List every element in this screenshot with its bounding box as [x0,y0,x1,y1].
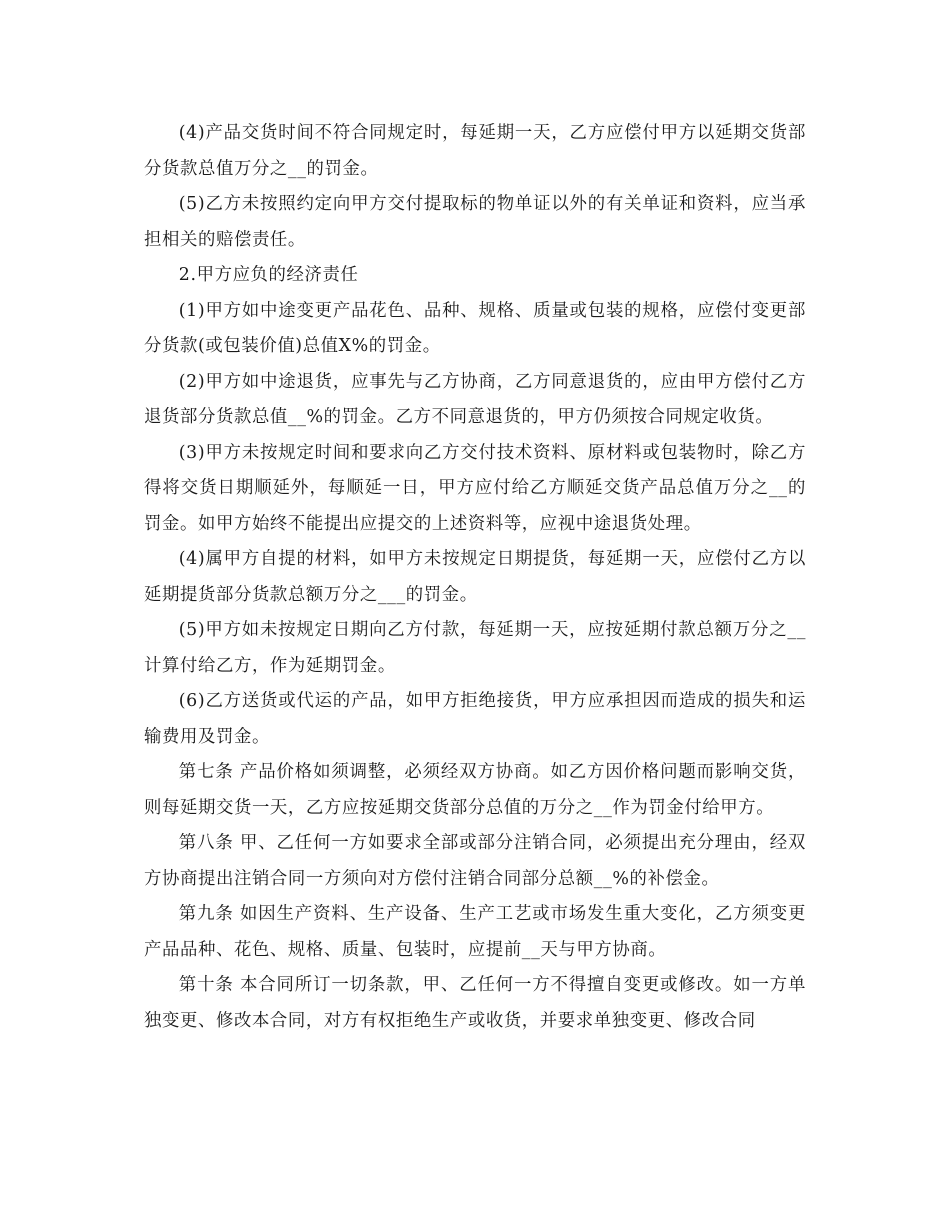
article-8-cancellation: 第八条 甲、乙任何一方如要求全部或部分注销合同，必须提出充分理由，经双方协商提出注销合同一方须向对方偿付注销合同部分总额__%的补偿金。 [144,833,806,889]
section-heading-party-a-liability: 2.甲方应负的经济责任 [178,265,359,285]
article-9-major-change: 第九条 如因生产资料、生产设备、生产工艺或市场发生重大变化，乙方须变更产品品种、花色、规格、质量、包装时，应提前__天与甲方协商。 [144,904,806,960]
clause-5-late-payment: (5)甲方如未按规定日期向乙方付款，每延期一天，应按延期付款总额万分之__计算付给乙方，作为延期罚金。 [144,620,806,676]
article-7-price-adjustment: 第七条 产品价格如须调整，必须经双方协商。如乙方因价格问题而影响交货，则每延期交货一天，乙方应按延期交货部分总值的万分之__作为罚金付给甲方。 [144,762,806,818]
clause-5-documents: (5)乙方未按照约定向甲方交付提取标的物单证以外的有关单证和资料，应当承担相关的赔偿责任。 [144,194,806,250]
clause-4-delivery-delay: (4)产品交货时间不符合同规定时，每延期一天，乙方应偿付甲方以延期交货部分货款总值万分之__的罚金。 [144,123,806,179]
article-10-no-modification: 第十条 本合同所订一切条款，甲、乙任何一方不得擅自变更或修改。如一方单独变更、修改本合同，对方有权拒绝生产或收货，并要求单独变更、修改合同 [144,975,806,1031]
clause-1-change-product: (1)甲方如中途变更产品花色、品种、规格、质量或包装的规格，应偿付变更部分货款(或包装价值)总值X%的罚金。 [144,300,806,356]
clause-6-refuse-delivery: (6)乙方送货或代运的产品，如甲方拒绝接货，甲方应承担因而造成的损失和运输费用及罚金。 [144,691,806,747]
clause-2-return-goods: (2)甲方如中途退货，应事先与乙方协商，乙方同意退货的，应由甲方偿付乙方退货部分货款总值__%的罚金。乙方不同意退货的，甲方仍须按合同规定收货。 [144,371,806,427]
document-body [144,116,806,1039]
clause-4-self-pickup: (4)属甲方自提的材料，如甲方未按规定日期提货，每延期一天，应偿付乙方以延期提货部分货款总额万分之___的罚金。 [144,549,806,605]
clause-3-technical-materials: (3)甲方未按规定时间和要求向乙方交付技术资料、原材料或包装物时，除乙方得将交货日期顺延外，每顺延一日，甲方应付给乙方顺延交货产品总值万分之__的罚金。如甲方始终不能提出应提交的上述资料等，应视中途退货处理。 [144,442,806,534]
